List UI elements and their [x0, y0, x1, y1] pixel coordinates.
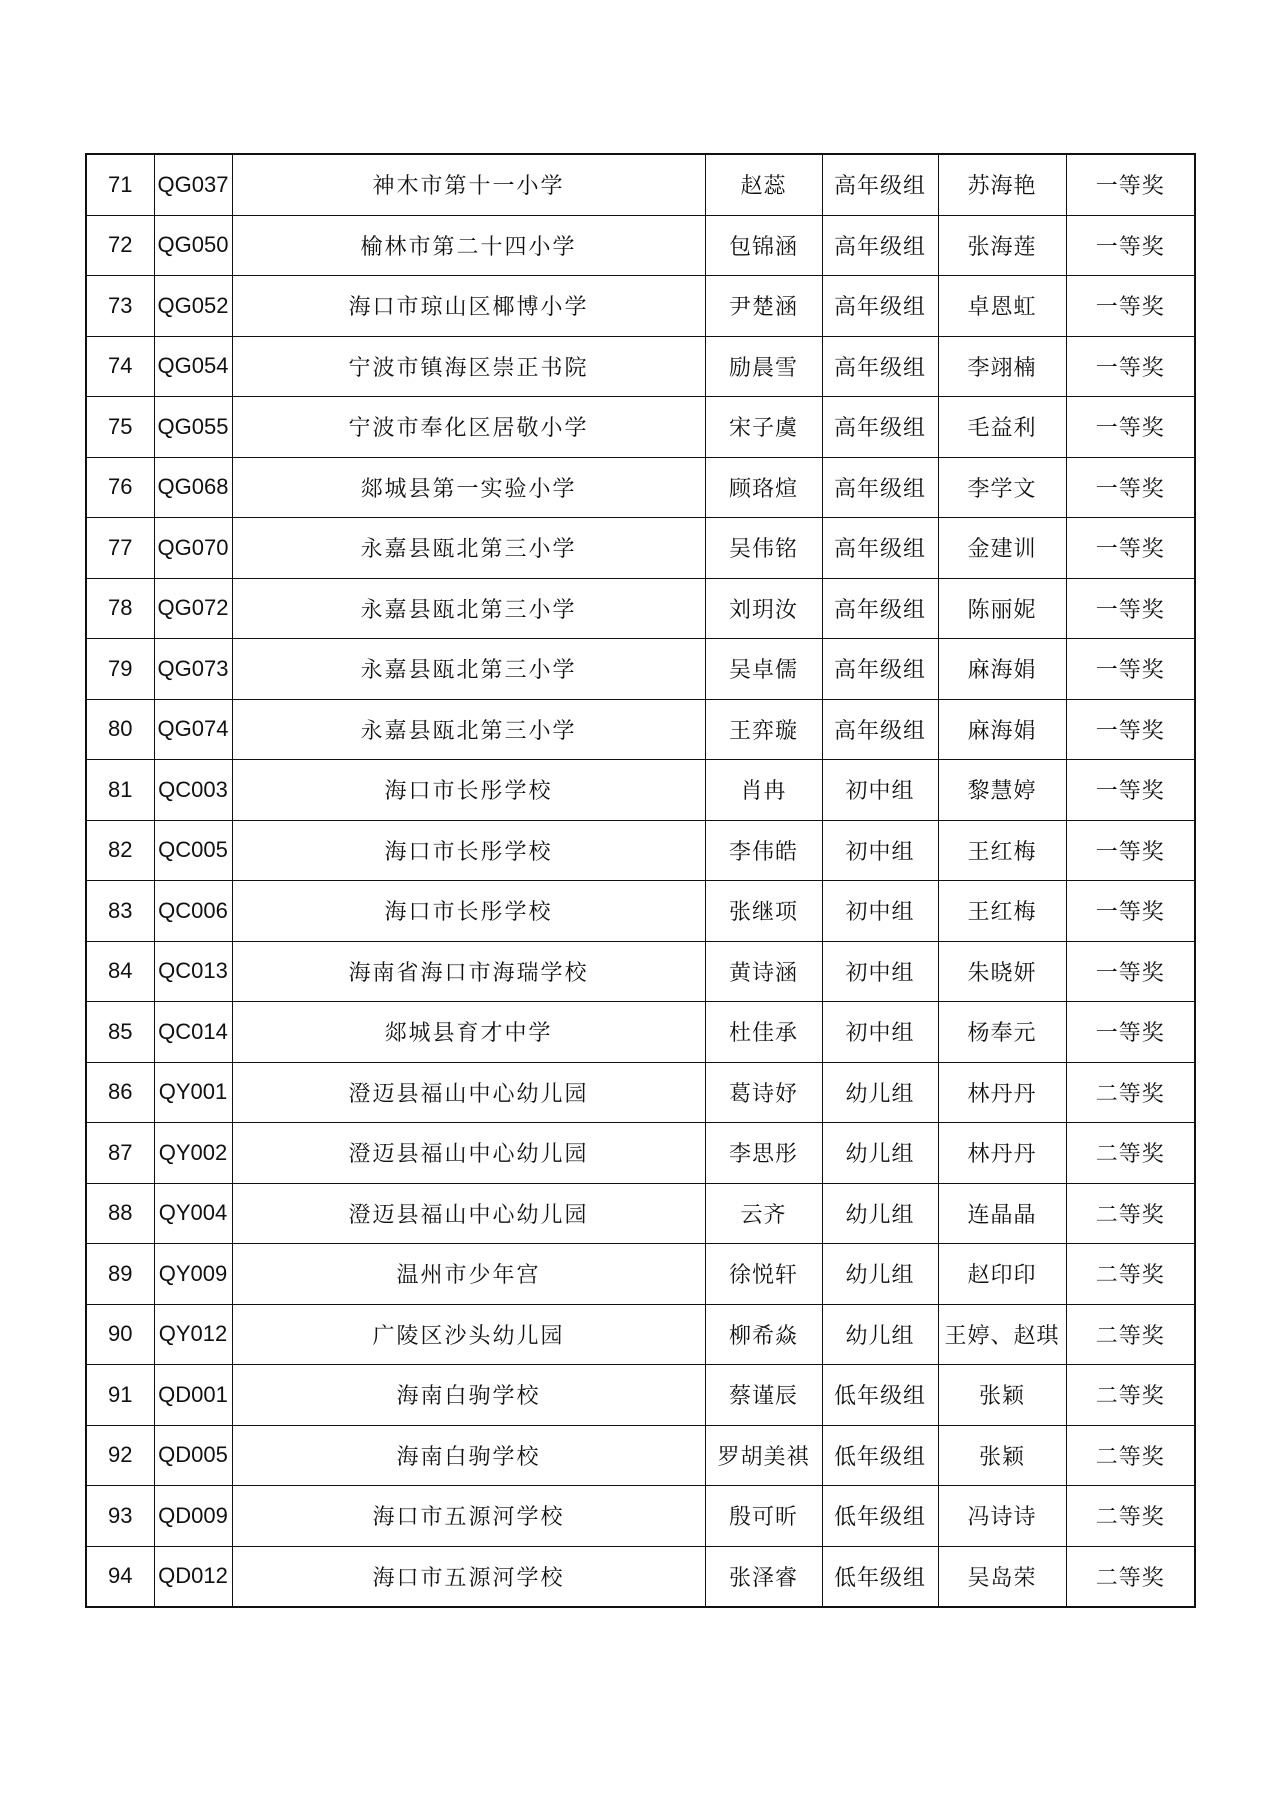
school-name: 永嘉县瓯北第三小学	[232, 518, 705, 579]
student-name: 李伟皓	[705, 820, 822, 881]
group-name: 幼儿组	[822, 1123, 938, 1184]
student-name: 殷可昕	[705, 1486, 822, 1547]
row-number: 91	[86, 1365, 154, 1426]
entry-code: QY009	[154, 1244, 232, 1305]
teacher-name: 冯诗诗	[938, 1486, 1066, 1547]
group-name: 幼儿组	[822, 1304, 938, 1365]
table-row	[86, 1062, 1195, 1123]
student-name: 蔡谨辰	[705, 1365, 822, 1426]
student-name: 肖冉	[705, 760, 822, 821]
award-level: 一等奖	[1066, 154, 1195, 215]
teacher-name: 麻海娟	[938, 699, 1066, 760]
school-name: 海口市五源河学校	[232, 1546, 705, 1607]
table-row	[86, 1244, 1195, 1305]
table-row	[86, 1304, 1195, 1365]
teacher-name: 林丹丹	[938, 1062, 1066, 1123]
group-name: 低年级组	[822, 1365, 938, 1426]
group-name: 低年级组	[822, 1486, 938, 1547]
student-name: 徐悦轩	[705, 1244, 822, 1305]
school-name: 海南省海口市海瑞学校	[232, 941, 705, 1002]
row-number: 92	[86, 1425, 154, 1486]
row-number: 82	[86, 820, 154, 881]
school-name: 海口市琼山区椰博小学	[232, 276, 705, 337]
row-number: 78	[86, 578, 154, 639]
school-name: 永嘉县瓯北第三小学	[232, 699, 705, 760]
award-level: 一等奖	[1066, 760, 1195, 821]
awards-table-body	[86, 154, 1195, 1607]
row-number: 94	[86, 1546, 154, 1607]
teacher-name: 张颖	[938, 1425, 1066, 1486]
entry-code: QG072	[154, 578, 232, 639]
entry-code: QY001	[154, 1062, 232, 1123]
student-name: 励晨雪	[705, 336, 822, 397]
group-name: 高年级组	[822, 276, 938, 337]
teacher-name: 陈丽妮	[938, 578, 1066, 639]
entry-code: QG068	[154, 457, 232, 518]
school-name: 海口市长彤学校	[232, 881, 705, 942]
table-row	[86, 881, 1195, 942]
group-name: 高年级组	[822, 457, 938, 518]
row-number: 72	[86, 215, 154, 276]
row-number: 77	[86, 518, 154, 579]
student-name: 柳希焱	[705, 1304, 822, 1365]
table-row	[86, 215, 1195, 276]
student-name: 李思彤	[705, 1123, 822, 1184]
award-level: 二等奖	[1066, 1546, 1195, 1607]
group-name: 初中组	[822, 881, 938, 942]
school-name: 榆林市第二十四小学	[232, 215, 705, 276]
table-row	[86, 1123, 1195, 1184]
row-number: 83	[86, 881, 154, 942]
student-name: 张继项	[705, 881, 822, 942]
student-name: 张泽睿	[705, 1546, 822, 1607]
award-level: 二等奖	[1066, 1486, 1195, 1547]
award-level: 二等奖	[1066, 1062, 1195, 1123]
row-number: 76	[86, 457, 154, 518]
entry-code: QD001	[154, 1365, 232, 1426]
entry-code: QY012	[154, 1304, 232, 1365]
row-number: 85	[86, 1002, 154, 1063]
student-name: 葛诗妤	[705, 1062, 822, 1123]
student-name: 罗胡美祺	[705, 1425, 822, 1486]
table-row	[86, 699, 1195, 760]
entry-code: QG055	[154, 397, 232, 458]
school-name: 永嘉县瓯北第三小学	[232, 639, 705, 700]
row-number: 89	[86, 1244, 154, 1305]
group-name: 高年级组	[822, 215, 938, 276]
school-name: 郯城县第一实验小学	[232, 457, 705, 518]
teacher-name: 王红梅	[938, 820, 1066, 881]
award-level: 一等奖	[1066, 397, 1195, 458]
row-number: 88	[86, 1183, 154, 1244]
school-name: 宁波市镇海区崇正书院	[232, 336, 705, 397]
table-row	[86, 397, 1195, 458]
row-number: 84	[86, 941, 154, 1002]
entry-code: QC003	[154, 760, 232, 821]
school-name: 海口市五源河学校	[232, 1486, 705, 1547]
row-number: 93	[86, 1486, 154, 1547]
group-name: 高年级组	[822, 699, 938, 760]
table-row	[86, 1486, 1195, 1547]
teacher-name: 卓恩虹	[938, 276, 1066, 337]
row-number: 75	[86, 397, 154, 458]
table-row	[86, 1002, 1195, 1063]
award-level: 二等奖	[1066, 1183, 1195, 1244]
award-level: 二等奖	[1066, 1123, 1195, 1184]
group-name: 初中组	[822, 941, 938, 1002]
group-name: 幼儿组	[822, 1062, 938, 1123]
table-row	[86, 457, 1195, 518]
group-name: 初中组	[822, 760, 938, 821]
entry-code: QC013	[154, 941, 232, 1002]
entry-code: QG050	[154, 215, 232, 276]
award-level: 一等奖	[1066, 881, 1195, 942]
table-row	[86, 1546, 1195, 1607]
school-name: 神木市第十一小学	[232, 154, 705, 215]
teacher-name: 吴岛荣	[938, 1546, 1066, 1607]
row-number: 79	[86, 639, 154, 700]
group-name: 初中组	[822, 820, 938, 881]
row-number: 74	[86, 336, 154, 397]
teacher-name: 连晶晶	[938, 1183, 1066, 1244]
school-name: 温州市少年宫	[232, 1244, 705, 1305]
award-level: 一等奖	[1066, 941, 1195, 1002]
student-name: 刘玥汝	[705, 578, 822, 639]
entry-code: QD005	[154, 1425, 232, 1486]
teacher-name: 李翊楠	[938, 336, 1066, 397]
student-name: 黄诗涵	[705, 941, 822, 1002]
group-name: 高年级组	[822, 154, 938, 215]
teacher-name: 金建训	[938, 518, 1066, 579]
group-name: 初中组	[822, 1002, 938, 1063]
teacher-name: 朱晓妍	[938, 941, 1066, 1002]
teacher-name: 杨奉元	[938, 1002, 1066, 1063]
teacher-name: 毛益利	[938, 397, 1066, 458]
entry-code: QG073	[154, 639, 232, 700]
row-number: 87	[86, 1123, 154, 1184]
student-name: 云齐	[705, 1183, 822, 1244]
group-name: 幼儿组	[822, 1244, 938, 1305]
award-level: 一等奖	[1066, 215, 1195, 276]
row-number: 73	[86, 276, 154, 337]
teacher-name: 赵印印	[938, 1244, 1066, 1305]
school-name: 广陵区沙头幼儿园	[232, 1304, 705, 1365]
teacher-name: 林丹丹	[938, 1123, 1066, 1184]
entry-code: QG052	[154, 276, 232, 337]
table-row	[86, 760, 1195, 821]
teacher-name: 张海莲	[938, 215, 1066, 276]
school-name: 海口市长彤学校	[232, 820, 705, 881]
teacher-name: 苏海艳	[938, 154, 1066, 215]
school-name: 永嘉县瓯北第三小学	[232, 578, 705, 639]
school-name: 郯城县育才中学	[232, 1002, 705, 1063]
student-name: 包锦涵	[705, 215, 822, 276]
school-name: 澄迈县福山中心幼儿园	[232, 1183, 705, 1244]
school-name: 海南白驹学校	[232, 1365, 705, 1426]
school-name: 海南白驹学校	[232, 1425, 705, 1486]
row-number: 81	[86, 760, 154, 821]
award-level: 二等奖	[1066, 1365, 1195, 1426]
award-level: 一等奖	[1066, 518, 1195, 579]
award-level: 二等奖	[1066, 1425, 1195, 1486]
student-name: 尹楚涵	[705, 276, 822, 337]
award-level: 一等奖	[1066, 457, 1195, 518]
group-name: 高年级组	[822, 336, 938, 397]
award-level: 一等奖	[1066, 639, 1195, 700]
award-level: 一等奖	[1066, 820, 1195, 881]
table-row	[86, 578, 1195, 639]
row-number: 80	[86, 699, 154, 760]
entry-code: QD012	[154, 1546, 232, 1607]
awards-table	[85, 153, 1196, 1608]
award-level: 二等奖	[1066, 1244, 1195, 1305]
entry-code: QD009	[154, 1486, 232, 1547]
table-row	[86, 820, 1195, 881]
row-number: 86	[86, 1062, 154, 1123]
school-name: 宁波市奉化区居敬小学	[232, 397, 705, 458]
award-level: 一等奖	[1066, 1002, 1195, 1063]
group-name: 高年级组	[822, 518, 938, 579]
entry-code: QG074	[154, 699, 232, 760]
entry-code: QY004	[154, 1183, 232, 1244]
table-row	[86, 1425, 1195, 1486]
entry-code: QC005	[154, 820, 232, 881]
student-name: 赵蕊	[705, 154, 822, 215]
school-name: 澄迈县福山中心幼儿园	[232, 1062, 705, 1123]
table-row	[86, 1365, 1195, 1426]
student-name: 吴卓儒	[705, 639, 822, 700]
student-name: 吴伟铭	[705, 518, 822, 579]
group-name: 高年级组	[822, 397, 938, 458]
award-level: 一等奖	[1066, 276, 1195, 337]
student-name: 杜佳承	[705, 1002, 822, 1063]
group-name: 低年级组	[822, 1546, 938, 1607]
table-row	[86, 518, 1195, 579]
group-name: 幼儿组	[822, 1183, 938, 1244]
teacher-name: 张颖	[938, 1365, 1066, 1426]
entry-code: QG054	[154, 336, 232, 397]
table-row	[86, 1183, 1195, 1244]
table-row	[86, 639, 1195, 700]
row-number: 71	[86, 154, 154, 215]
teacher-name: 王红梅	[938, 881, 1066, 942]
entry-code: QG037	[154, 154, 232, 215]
school-name: 海口市长彤学校	[232, 760, 705, 821]
entry-code: QC014	[154, 1002, 232, 1063]
school-name: 澄迈县福山中心幼儿园	[232, 1123, 705, 1184]
entry-code: QC006	[154, 881, 232, 942]
award-level: 一等奖	[1066, 699, 1195, 760]
table-row	[86, 154, 1195, 215]
award-level: 一等奖	[1066, 336, 1195, 397]
student-name: 王弈璇	[705, 699, 822, 760]
teacher-name: 麻海娟	[938, 639, 1066, 700]
teacher-name: 黎慧婷	[938, 760, 1066, 821]
group-name: 低年级组	[822, 1425, 938, 1486]
group-name: 高年级组	[822, 578, 938, 639]
group-name: 高年级组	[822, 639, 938, 700]
table-row	[86, 336, 1195, 397]
teacher-name: 王婷、赵琪	[938, 1304, 1066, 1365]
award-level: 二等奖	[1066, 1304, 1195, 1365]
award-level: 一等奖	[1066, 578, 1195, 639]
student-name: 顾珞煊	[705, 457, 822, 518]
teacher-name: 李学文	[938, 457, 1066, 518]
row-number: 90	[86, 1304, 154, 1365]
table-row	[86, 941, 1195, 1002]
entry-code: QG070	[154, 518, 232, 579]
student-name: 宋子虞	[705, 397, 822, 458]
table-row	[86, 276, 1195, 337]
entry-code: QY002	[154, 1123, 232, 1184]
